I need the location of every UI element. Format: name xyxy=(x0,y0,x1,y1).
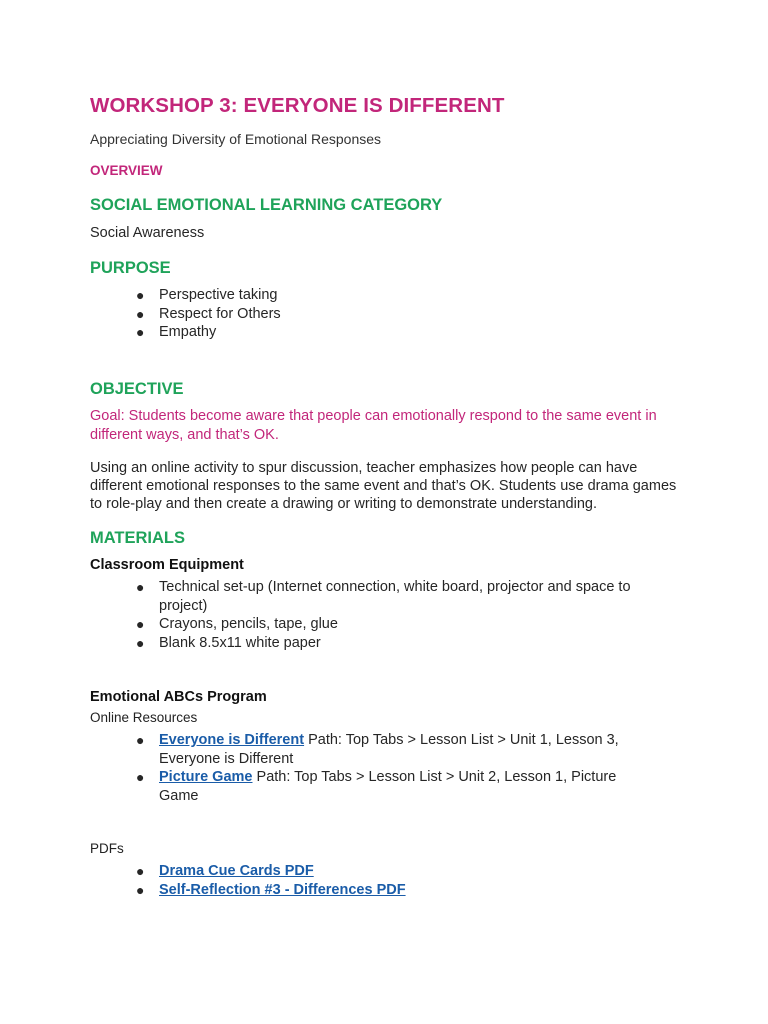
list-item: ● Perspective taking xyxy=(136,287,278,303)
pdfs-label: PDFs xyxy=(90,841,124,856)
classroom-equipment-heading: Classroom Equipment xyxy=(90,557,244,573)
list-item: ● Respect for Others xyxy=(136,305,281,322)
page-title: WORKSHOP 3: EVERYONE IS DIFFERENT xyxy=(90,94,505,117)
list-item: ● Self-Reflection #3 - Differences PDF xyxy=(136,881,406,898)
sel-value: Social Awareness xyxy=(90,225,205,241)
online-resources-label: Online Resources xyxy=(90,710,198,725)
list-item: ● Everyone is Different Path: Top Tabs > Lesson List > Unit 1, Lesson 3, Everyone is Different xyxy=(136,732,619,767)
self-reflection-link[interactable]: Self-Reflection #3 - Differences PDF xyxy=(159,881,406,898)
list-item: ● Crayons, pencils, tape, glue xyxy=(136,616,338,632)
objective-heading: OBJECTIVE xyxy=(90,380,184,398)
everyone-is-different-link[interactable]: Everyone is Different xyxy=(159,732,305,748)
classroom-equipment-list xyxy=(90,578,669,652)
list-item: ● Blank 8.5x11 white paper xyxy=(136,634,321,651)
purpose-heading: PURPOSE xyxy=(90,259,171,277)
pdfs-list xyxy=(90,862,649,899)
picture-game-link[interactable]: Picture Game xyxy=(159,769,253,785)
materials-heading: MATERIALS xyxy=(90,529,186,547)
overview-label: OVERVIEW xyxy=(90,163,163,178)
page-subtitle: Appreciating Diversity of Emotional Responses xyxy=(90,131,382,147)
online-resources-list xyxy=(90,731,649,805)
purpose-list xyxy=(90,286,649,342)
sel-heading: SOCIAL EMOTIONAL LEARNING CATEGORY xyxy=(90,196,443,214)
objective-goal: Goal: Students become aware that people can emotionally respond to the same event in different ways, and that’s OK. xyxy=(90,408,657,443)
list-item: ● Empathy xyxy=(136,324,217,340)
list-item: ● Picture Game Path: Top Tabs > Lesson List > Unit 2, Lesson 1, Picture Game xyxy=(136,769,617,804)
objective-description: Using an online activity to spur discussion, teacher emphasizes how people can have different emotional responses to the same event and that’s OK. Students use drama games to role-play and then create a drawing or writing to demonstrate understanding. xyxy=(90,460,677,512)
drama-cue-cards-link[interactable]: Drama Cue Cards PDF xyxy=(159,863,314,879)
list-item: ● Technical set-up (Internet connection, white board, projector and space to project) xyxy=(136,579,631,614)
list-item: ● Drama Cue Cards PDF xyxy=(136,863,314,879)
program-heading: Emotional ABCs Program xyxy=(90,689,267,705)
